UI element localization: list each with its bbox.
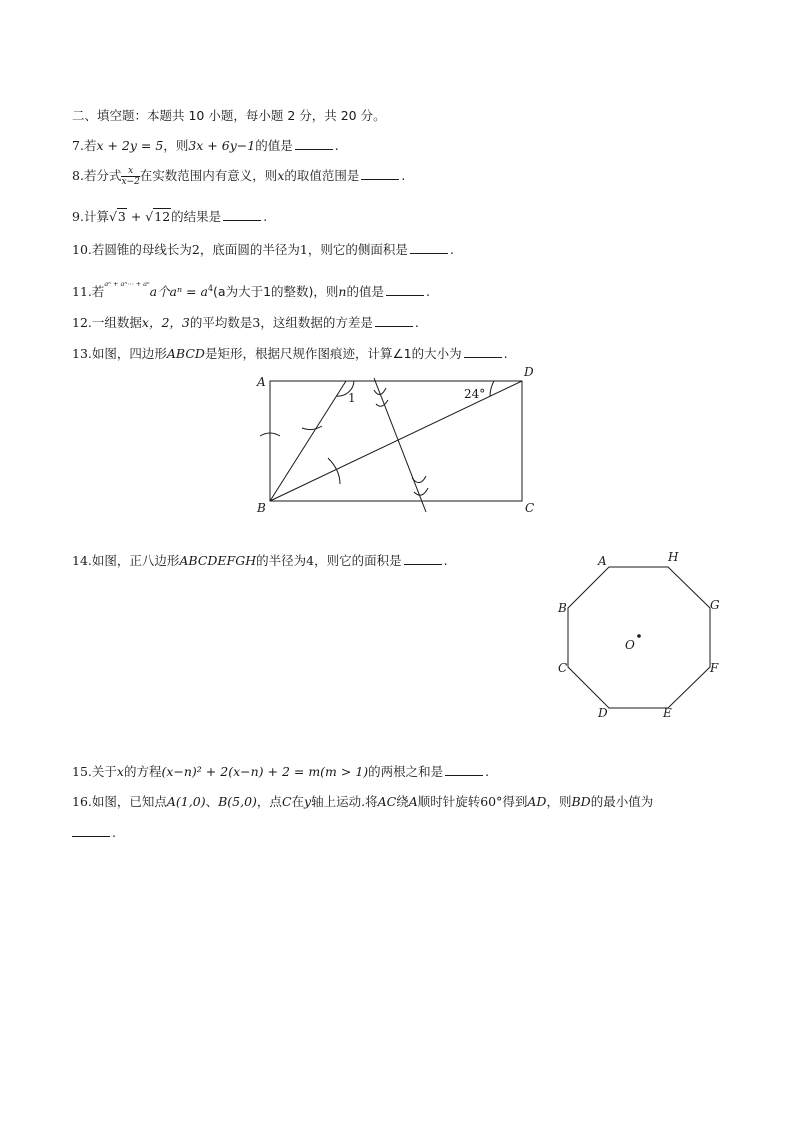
question-16: 16.如图，已知点A(1,0)、B(5,0)，点C在y轴上运动.将AC绕A顺时针旋转60°得到AD，则BD的最小值为 <box>72 794 654 809</box>
answer-blank[interactable] <box>410 241 448 254</box>
vertex-label-h: H <box>668 550 679 564</box>
arc-mark <box>414 488 428 495</box>
question-11: 11.若$^{a^n + a^n\cdots + a^n}$a个$a^n = a^4(a$为大于1的整数)，则n的值是 . <box>72 280 430 299</box>
angle-label-1: 1 <box>348 391 356 405</box>
sqrt-12: √12 <box>145 209 171 224</box>
angle-24-arc <box>490 381 494 396</box>
vertex-label-b: B <box>558 601 567 615</box>
section-heading: 二、填空题：本题共 10 小题，每小题 2 分，共 20 分。 <box>72 108 386 123</box>
vertex-label-a: A <box>598 554 607 568</box>
vertex-label-a: A <box>257 375 266 389</box>
question-15: 15.关于x的方程(x−n)² + 2(x−n) + 2 = m(m > 1)的两根之和是 . <box>72 764 490 779</box>
perpendicular-bisector <box>374 378 426 512</box>
question-12: 12.一组数据x，2，3的平均数是3，这组数据的方差是 . <box>72 315 419 330</box>
answer-blank[interactable] <box>295 137 333 150</box>
figure-14-octagon <box>550 545 730 730</box>
question-10: 10.若圆锥的母线长为2，底面圆的半径为1，则它的侧面积是 . <box>72 242 454 257</box>
vertex-label-c: C <box>525 501 535 515</box>
center-point <box>637 634 641 638</box>
question-7: 7.若x + 2y = 5，则3x + 6y−1的值是 . <box>72 138 339 153</box>
center-label-o: O <box>625 638 635 652</box>
answer-blank[interactable] <box>464 345 502 358</box>
question-9: 9.计算√3 + √12的结果是 . <box>72 209 268 224</box>
vertex-label-f: F <box>710 661 719 675</box>
answer-blank[interactable] <box>375 314 413 327</box>
vertex-label-d: D <box>524 365 534 379</box>
fraction: $\frac{x}{x-2}$ <box>121 166 140 187</box>
answer-blank[interactable] <box>223 208 261 221</box>
answer-blank[interactable] <box>386 283 424 296</box>
vertex-label-g: G <box>710 598 720 612</box>
arc-mark <box>302 426 322 430</box>
vertex-label-b: B <box>257 501 266 515</box>
vertex-label-e: E <box>663 706 672 720</box>
question-14: 14.如图，正八边形ABCDEFGH的半径为4，则它的面积是 . <box>72 553 448 568</box>
answer-blank[interactable] <box>72 824 110 837</box>
answer-blank[interactable] <box>445 763 483 776</box>
angle-label-24: 24° <box>464 387 486 401</box>
question-8: 8.若分式 $\frac{x}{x-2}$ 在实数范围内有意义，则x的取值范围是 . <box>72 166 406 187</box>
answer-blank[interactable] <box>361 167 399 180</box>
figure-13-rectangle <box>250 360 550 520</box>
sqrt-3: √3 <box>108 209 126 224</box>
vertex-label-c: C <box>558 661 568 675</box>
question-13: 13.如图，四边形ABCD是矩形，根据尺规作图痕迹，计算∠1的大小为 . <box>72 346 508 361</box>
arc-mark <box>376 400 388 406</box>
vertex-label-d: D <box>598 706 608 720</box>
answer-blank[interactable] <box>404 552 442 565</box>
question-16-continued: . <box>72 824 116 840</box>
